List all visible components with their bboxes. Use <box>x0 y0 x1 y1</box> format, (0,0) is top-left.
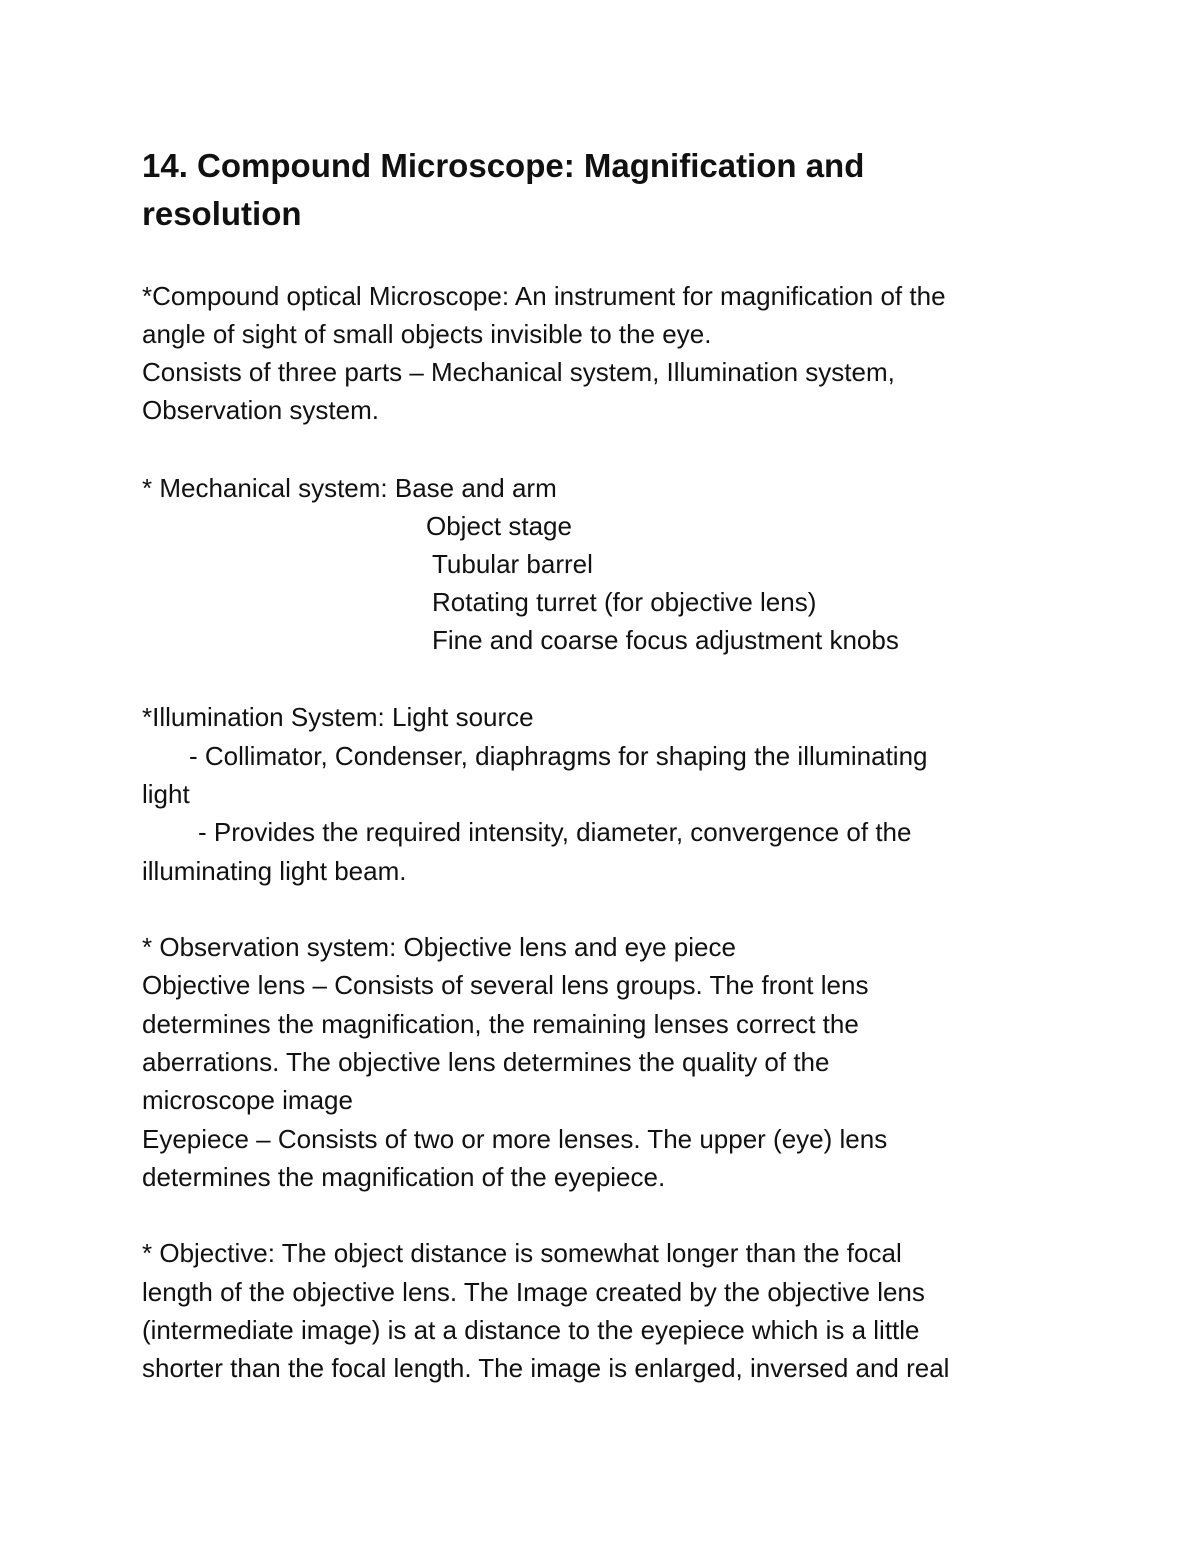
mechanical-heading: * Mechanical system: Base and arm <box>142 473 557 503</box>
intro-line-2: angle of sight of small objects invisible to the eye. <box>142 319 712 349</box>
mechanical-item: Rotating turret (for objective lens) <box>432 587 817 617</box>
illumination-line-3: - Provides the required intensity, diameter, convergence of the <box>198 817 912 847</box>
observation-line-4: microscope image <box>142 1085 353 1115</box>
illumination-line-1: - Collimator, Condenser, diaphragms for shaping the illuminating <box>189 741 928 771</box>
illumination-line-2: light <box>142 779 190 809</box>
page-title-line-1: 14. Compound Microscope: Magnification and <box>142 147 865 184</box>
mechanical-item: Fine and coarse focus adjustment knobs <box>432 625 899 655</box>
observation-line-6: determines the magnification of the eyepiece. <box>142 1162 666 1192</box>
intro-line-4: Observation system. <box>142 395 379 425</box>
objective-line-2: length of the objective lens. The Image created by the objective lens <box>142 1277 925 1307</box>
objective-line-3: (intermediate image) is at a distance to the eyepiece which is a little <box>142 1315 920 1345</box>
observation-line-3: aberrations. The objective lens determines the quality of the <box>142 1047 830 1077</box>
intro-line-3: Consists of three parts – Mechanical system, Illumination system, <box>142 357 895 387</box>
observation-line-1: Objective lens – Consists of several lens groups. The front lens <box>142 970 869 1000</box>
mechanical-item: Tubular barrel <box>432 549 593 579</box>
observation-line-2: determines the magnification, the remaining lenses correct the <box>142 1009 859 1039</box>
illumination-heading: *Illumination System: Light source <box>142 702 534 732</box>
objective-line-4: shorter than the focal length. The image is enlarged, inversed and real <box>142 1353 950 1383</box>
mechanical-item: Object stage <box>426 511 572 541</box>
observation-heading: * Observation system: Objective lens and eye piece <box>142 932 736 962</box>
intro-line-1: *Compound optical Microscope: An instrument for magnification of the <box>142 281 946 311</box>
objective-line-1: * Objective: The object distance is somewhat longer than the focal <box>142 1238 902 1268</box>
page-title-line-2: resolution <box>142 195 302 232</box>
observation-line-5: Eyepiece – Consists of two or more lenses. The upper (eye) lens <box>142 1124 888 1154</box>
illumination-line-4: illuminating light beam. <box>142 856 407 886</box>
